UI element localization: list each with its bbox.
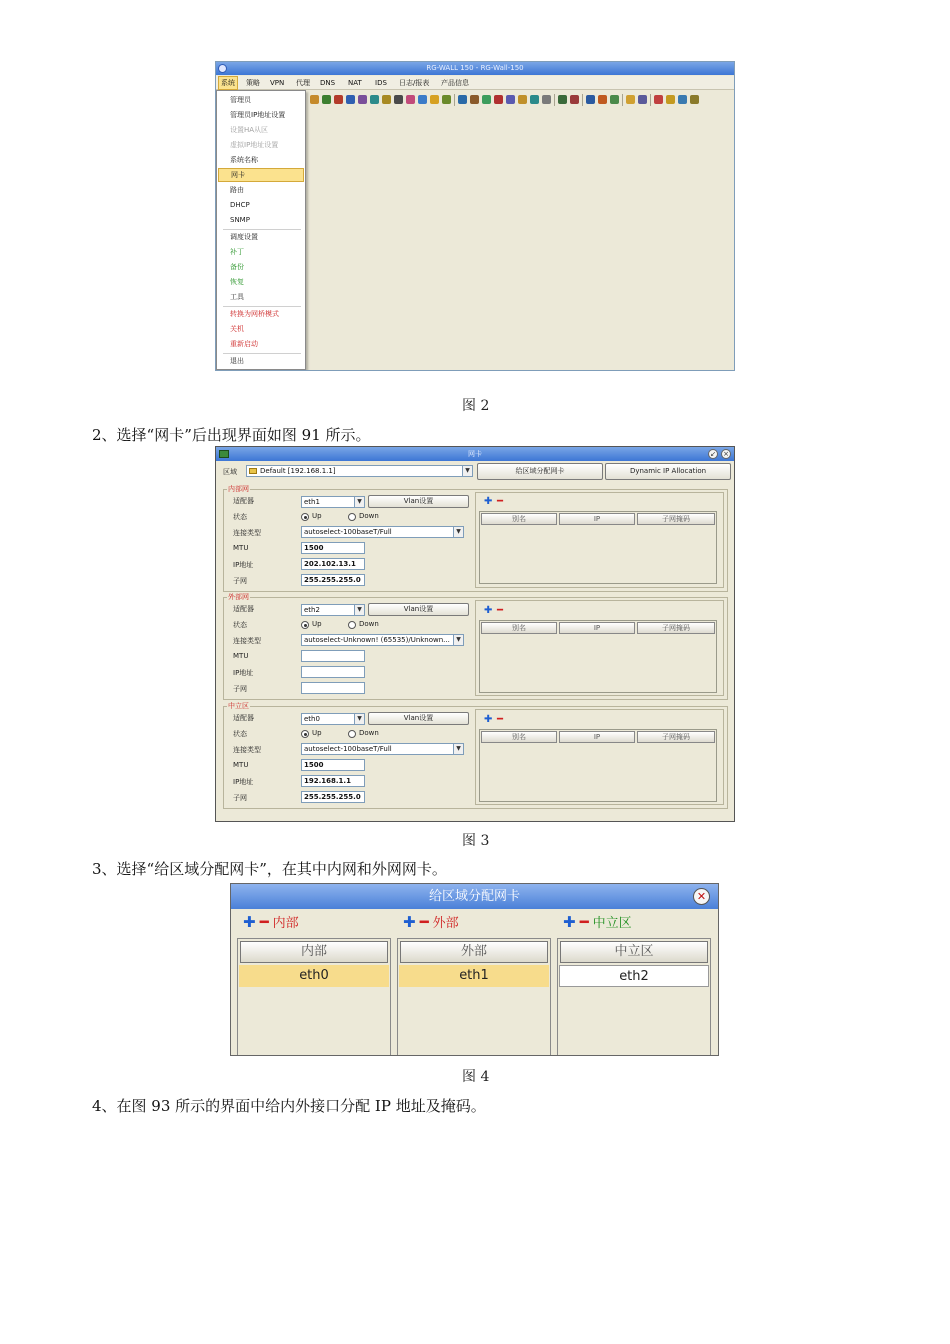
toolbar-separator: [454, 94, 455, 106]
remove-icon[interactable]: ━: [419, 913, 429, 931]
tool-icon[interactable]: [610, 95, 619, 104]
step-3-text: 3、选择“给区域分配网卡”，在其中内网和外网网卡。: [92, 860, 447, 878]
menu-item-admin-ip[interactable]: 管理员IP地址设置: [230, 111, 286, 119]
window-titlebar: [216, 447, 734, 461]
tool-icon[interactable]: [666, 95, 675, 104]
remove-icon[interactable]: ━: [497, 605, 504, 616]
ip-label: IP地址: [233, 778, 254, 786]
menu-item-dhcp[interactable]: DHCP: [230, 201, 250, 209]
menu-nat[interactable]: NAT: [348, 79, 362, 87]
mask-label: 子网: [233, 794, 247, 802]
link-type-value: autoselect-100baseT/Full: [304, 528, 392, 536]
tool-icon[interactable]: [530, 95, 539, 104]
ip-label: IP地址: [233, 561, 254, 569]
status-label: 状态: [233, 730, 247, 738]
tool-icon[interactable]: [430, 95, 439, 104]
add-icon[interactable]: ✚: [403, 913, 416, 931]
tool-icon[interactable]: [346, 95, 355, 104]
menu-logs[interactable]: 日志/报表: [399, 79, 430, 87]
remove-icon[interactable]: ━: [497, 714, 504, 725]
window-titlebar: [231, 884, 718, 909]
tool-icon[interactable]: [482, 95, 491, 104]
chevron-down-icon: ▼: [462, 466, 472, 476]
link-type-label: 连接类型: [233, 529, 261, 537]
ip-input[interactable]: 192.168.1.1: [301, 775, 365, 787]
toolbar-separator: [622, 94, 623, 106]
mask-input[interactable]: 255.255.255.0: [301, 574, 365, 586]
menu-dns[interactable]: DNS: [320, 79, 336, 87]
restore-icon[interactable]: ↙: [708, 449, 718, 459]
adapter-value: eth1: [304, 498, 320, 506]
adapter-value: eth0: [304, 715, 320, 723]
dmz-zone-header: [563, 914, 632, 932]
tool-icon[interactable]: [506, 95, 515, 104]
adapter-select[interactable]: [301, 496, 365, 508]
menu-item-ha[interactable]: 设置HA从区: [230, 126, 269, 134]
adapter-label: 适配器: [233, 605, 254, 613]
menu-item-shutdown[interactable]: 关机: [230, 325, 244, 333]
status-down-label: Down: [359, 620, 379, 628]
ip-column-header[interactable]: IP: [559, 513, 635, 525]
app-icon: [218, 64, 227, 73]
dmz-nic-list: [557, 938, 711, 1056]
menu-item-route[interactable]: 路由: [230, 186, 244, 194]
tool-icon[interactable]: [470, 95, 479, 104]
tool-icon[interactable]: [458, 95, 467, 104]
figure-3-caption: 图 3: [462, 833, 490, 849]
tool-icon[interactable]: [406, 95, 415, 104]
menu-item-schedule[interactable]: 调度设置: [230, 233, 258, 241]
chevron-down-icon: ▼: [453, 527, 463, 537]
add-icon[interactable]: ✚: [484, 496, 493, 507]
tool-icon[interactable]: [542, 95, 551, 104]
folder-icon: [249, 468, 257, 474]
remove-icon[interactable]: ━: [497, 496, 504, 507]
window-title: 网卡: [468, 450, 482, 458]
window-title: 给区域分配网卡: [428, 889, 520, 904]
dmz-title: 中立区: [228, 702, 249, 710]
menu-item-snmp[interactable]: SNMP: [230, 216, 250, 224]
menu-system[interactable]: 系统: [218, 76, 238, 90]
tool-icon[interactable]: [310, 95, 319, 104]
link-type-select[interactable]: [301, 634, 464, 646]
mask-input[interactable]: [301, 682, 365, 694]
toolbar-separator: [582, 94, 583, 106]
tool-icon[interactable]: [626, 95, 635, 104]
tool-icon[interactable]: [494, 95, 503, 104]
menu-proxy[interactable]: 代理: [296, 79, 310, 87]
external-zone-header: [403, 914, 459, 932]
menu-item-nic[interactable]: 网卡: [218, 168, 304, 182]
mtu-input[interactable]: 1500: [301, 759, 365, 771]
tool-icon[interactable]: [382, 95, 391, 104]
external-zone-label: 外部: [432, 916, 459, 931]
toolbar: [308, 93, 735, 107]
vlan-settings-button[interactable]: Vlan设置: [368, 495, 469, 508]
adapter-label: 适配器: [233, 497, 254, 505]
link-type-select[interactable]: [301, 526, 464, 538]
menu-item-restore[interactable]: 恢复: [230, 278, 244, 286]
tool-icon[interactable]: [690, 95, 699, 104]
internal-zone-label: 内部: [272, 916, 299, 931]
nic-list-item[interactable]: eth2: [559, 965, 709, 987]
mtu-label: MTU: [233, 761, 249, 769]
menu-item-admin[interactable]: 管理员: [230, 96, 251, 104]
remove-icon[interactable]: ━: [579, 913, 589, 931]
window-title: RG-WALL 150 - RG-Wall-150: [426, 64, 524, 72]
dynamic-ip-allocation-button[interactable]: Dynamic IP Allocation: [605, 463, 731, 480]
internal-column-header[interactable]: 内部: [240, 941, 388, 963]
ip-label: IP地址: [233, 669, 254, 677]
window-titlebar: [216, 62, 734, 75]
tool-icon[interactable]: [586, 95, 595, 104]
link-type-value: autoselect-100baseT/Full: [304, 745, 392, 753]
alias-column-header[interactable]: 别名: [481, 731, 557, 743]
figure-4-caption: 图 4: [462, 1069, 490, 1085]
tool-icon[interactable]: [370, 95, 379, 104]
ip-input[interactable]: [301, 666, 365, 678]
toolbar-separator: [650, 94, 651, 106]
toolbar-separator: [554, 94, 555, 106]
tool-icon[interactable]: [394, 95, 403, 104]
alias-column-header[interactable]: 别名: [481, 513, 557, 525]
menu-item-bridge-mode[interactable]: 转换为网桥模式: [230, 310, 279, 318]
menu-item-backup[interactable]: 备份: [230, 263, 244, 271]
close-icon[interactable]: ✕: [693, 888, 710, 905]
menu-product-info[interactable]: 产品信息: [441, 79, 469, 87]
mask-input[interactable]: 255.255.255.0: [301, 791, 365, 803]
status-up-label: Up: [312, 512, 322, 520]
add-icon[interactable]: ✚: [484, 605, 493, 616]
mask-label: 子网: [233, 685, 247, 693]
tool-icon[interactable]: [570, 95, 579, 104]
menu-item-exit[interactable]: 退出: [230, 357, 244, 365]
menu-ids[interactable]: IDS: [375, 79, 387, 87]
status-up-radio[interactable]: [301, 730, 309, 738]
mask-column-header[interactable]: 子网掩码: [637, 622, 715, 634]
ip-column-header[interactable]: IP: [559, 731, 635, 743]
chevron-down-icon: ▼: [453, 635, 463, 645]
mask-column-header[interactable]: 子网掩码: [637, 731, 715, 743]
status-down-radio[interactable]: [348, 513, 356, 521]
status-down-radio[interactable]: [348, 730, 356, 738]
link-type-label: 连接类型: [233, 637, 261, 645]
zone-select[interactable]: [246, 465, 473, 477]
internal-nic-list: [237, 938, 391, 1056]
tool-icon[interactable]: [638, 95, 647, 104]
adapter-value: eth2: [304, 606, 320, 614]
assign-zone-nic-button[interactable]: 给区域分配网卡: [477, 463, 603, 480]
mtu-input[interactable]: [301, 650, 365, 662]
close-icon[interactable]: ×: [721, 449, 731, 459]
menu-item-virtual-ip[interactable]: 虚拟IP地址设置: [230, 141, 279, 149]
zone-select-value: Default [192.168.1.1]: [260, 467, 336, 475]
chevron-down-icon: ▼: [354, 714, 364, 724]
add-icon[interactable]: ✚: [243, 913, 256, 931]
app-icon: [219, 450, 229, 458]
nic-list-item[interactable]: eth0: [239, 965, 389, 987]
figure-2-caption: 图 2: [462, 398, 490, 414]
status-down-label: Down: [359, 729, 379, 737]
menu-item-system-name[interactable]: 系统名称: [230, 156, 258, 164]
mtu-input[interactable]: 1500: [301, 542, 365, 554]
tool-icon[interactable]: [358, 95, 367, 104]
assign-zone-nic-screenshot: [230, 883, 719, 1056]
status-label: 状态: [233, 621, 247, 629]
internal-zone-header: [243, 914, 299, 932]
menu-item-patch[interactable]: 补丁: [230, 248, 244, 256]
status-up-radio[interactable]: [301, 513, 309, 521]
tool-icon[interactable]: [418, 95, 427, 104]
adapter-select[interactable]: [301, 713, 365, 725]
vlan-settings-button[interactable]: Vlan设置: [368, 712, 469, 725]
tool-icon[interactable]: [334, 95, 343, 104]
system-menu-screenshot: [215, 61, 735, 371]
dmz-zone-label: 中立区: [592, 916, 632, 931]
status-down-label: Down: [359, 512, 379, 520]
status-label: 状态: [233, 513, 247, 521]
step-4-text: 4、在图 93 所示的界面中给内外接口分配 IP 地址及掩码。: [92, 1097, 486, 1115]
adapter-label: 适配器: [233, 714, 254, 722]
chevron-down-icon: ▼: [354, 605, 364, 615]
status-up-label: Up: [312, 729, 322, 737]
system-dropdown-menu: [216, 90, 306, 370]
tool-icon[interactable]: [598, 95, 607, 104]
add-icon[interactable]: ✚: [563, 913, 576, 931]
vlan-settings-button[interactable]: Vlan设置: [368, 603, 469, 616]
nic-list-item[interactable]: eth1: [399, 965, 549, 987]
tool-icon[interactable]: [442, 95, 451, 104]
link-type-select[interactable]: [301, 743, 464, 755]
mtu-label: MTU: [233, 652, 249, 660]
tool-icon[interactable]: [654, 95, 663, 104]
status-up-radio[interactable]: [301, 621, 309, 629]
nic-dialog-screenshot: [215, 446, 735, 822]
zone-label: 区域: [223, 468, 237, 476]
mtu-label: MTU: [233, 544, 249, 552]
add-icon[interactable]: ✚: [484, 714, 493, 725]
menu-policy[interactable]: 策略: [246, 79, 260, 87]
link-type-value: autoselect-Unknown! (65535)/Unknown...: [304, 636, 450, 644]
remove-icon[interactable]: ━: [259, 913, 269, 931]
status-up-label: Up: [312, 620, 322, 628]
internal-network-title: 内部网: [228, 485, 249, 493]
mask-label: 子网: [233, 577, 247, 585]
tool-icon[interactable]: [678, 95, 687, 104]
external-nic-list: [397, 938, 551, 1056]
tool-icon[interactable]: [558, 95, 567, 104]
chevron-down-icon: ▼: [453, 744, 463, 754]
tool-icon[interactable]: [518, 95, 527, 104]
ip-input[interactable]: 202.102.13.1: [301, 558, 365, 570]
adapter-select[interactable]: [301, 604, 365, 616]
menubar: [216, 76, 734, 90]
chevron-down-icon: ▼: [354, 497, 364, 507]
mask-column-header[interactable]: 子网掩码: [637, 513, 715, 525]
dmz-column-header[interactable]: 中立区: [560, 941, 708, 963]
external-network-title: 外部网: [228, 593, 249, 601]
status-down-radio[interactable]: [348, 621, 356, 629]
alias-column-header[interactable]: 别名: [481, 622, 557, 634]
step-2-text: 2、选择“网卡”后出现界面如图 91 所示。: [92, 426, 371, 444]
menu-item-restart[interactable]: 重新启动: [230, 340, 258, 348]
menu-vpn[interactable]: VPN: [270, 79, 285, 87]
link-type-label: 连接类型: [233, 746, 261, 754]
ip-column-header[interactable]: IP: [559, 622, 635, 634]
external-column-header[interactable]: 外部: [400, 941, 548, 963]
menu-item-tools[interactable]: 工具: [230, 293, 244, 301]
tool-icon[interactable]: [322, 95, 331, 104]
